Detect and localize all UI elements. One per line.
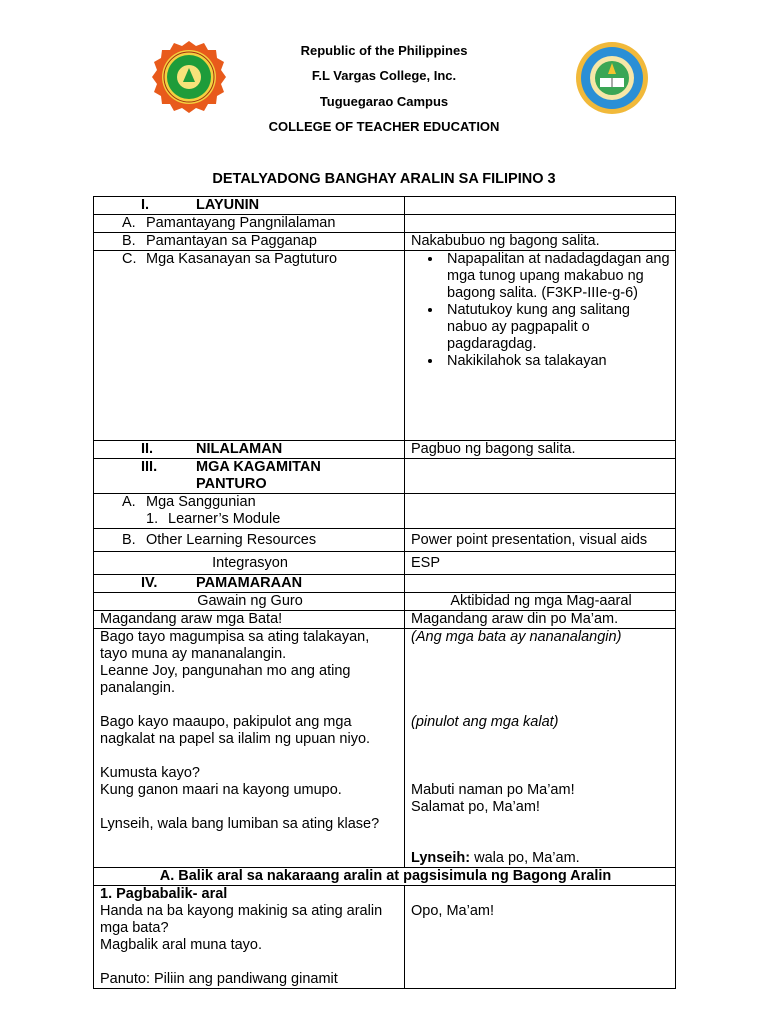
section-number: II. xyxy=(141,441,154,457)
item-letter: C. xyxy=(122,251,137,267)
pamantayan-pagganap-label: Pamantayan sa Pagganap xyxy=(146,233,317,249)
table-row xyxy=(94,593,676,611)
sanggunian-label: Mga Sanggunian xyxy=(146,494,256,510)
teacher-prayer-intro: Bago tayo magumpisa sa ating talakayan, tayo muna ay mananalangin. xyxy=(100,629,370,662)
list-item: • Napapalitan at nadadagdagan ang mga tunog upang makabuo ng bagong salita. (F3KP-IIIe-g-6) xyxy=(443,251,671,302)
student-attendance: Lynseih: wala po, Ma’am. xyxy=(411,850,580,866)
document-header xyxy=(0,0,768,140)
list-item: • Nakikilahok sa talakayan xyxy=(443,353,671,370)
table-row xyxy=(94,494,676,529)
student-review-answer: Opo, Ma’am! xyxy=(411,903,494,919)
section-number: III. xyxy=(141,459,158,475)
integrasyon-value: ESP xyxy=(405,552,676,575)
section-kagamitan-line2: PANTURO xyxy=(196,476,267,492)
item-letter: B. xyxy=(122,233,136,249)
section-pamamaraan: PAMAMARAAN xyxy=(196,575,303,591)
table-row xyxy=(94,197,676,215)
header-department: COLLEGE OF TEACHER EDUCATION xyxy=(268,119,500,134)
item-number: 1. xyxy=(146,511,159,527)
teacher-kumusta: Kumusta kayo? xyxy=(100,765,200,781)
table-row xyxy=(94,868,676,886)
item-letter: A. xyxy=(122,215,136,231)
learners-module-label: Learner’s Module xyxy=(168,511,281,527)
item-letter: A. xyxy=(122,494,136,510)
other-resources-value: Power point presentation, visual aids xyxy=(405,529,676,552)
item-letter: B. xyxy=(122,531,136,548)
table-row xyxy=(94,441,676,459)
teacher-prayer-leader: Leanne Joy, pangunahan mo ang ating panalangin. xyxy=(100,663,351,696)
review-instructions: Panuto: Piliin ang pandiwang ginamit xyxy=(100,971,338,987)
section-layunin: LAYUNIN xyxy=(196,197,260,213)
table-row xyxy=(94,629,676,868)
review-title: 1. Pagbabalik- aral xyxy=(100,886,228,902)
header-college-name: F.L Vargas College, Inc. xyxy=(311,68,457,83)
section-number: I. xyxy=(141,197,150,213)
lesson-plan-table xyxy=(93,196,676,989)
student-greeting: Magandang araw din po Ma’am. xyxy=(405,611,676,629)
section-number: IV. xyxy=(141,575,158,591)
table-row xyxy=(94,552,676,575)
kasanayan-label: Mga Kasanayan sa Pagtuturo xyxy=(146,251,338,267)
review-recall: Magbalik aral muna tayo. xyxy=(100,937,262,953)
table-row xyxy=(94,529,676,552)
table-row xyxy=(94,233,676,251)
table-row xyxy=(94,251,676,441)
table-row xyxy=(94,611,676,629)
teacher-greeting: Magandang araw mga Bata! xyxy=(94,611,405,629)
table-row xyxy=(94,215,676,233)
header-republic: Republic of the Philippines xyxy=(300,43,468,58)
list-item: • Natutukoy kung ang salitang nabuo ay pagpapalit o pagdaragdag. xyxy=(443,302,671,353)
teacher-pick-up: Bago kayo maaupo, pakipulot ang mga nagkalat na papel sa ilalim ng upuan niyo. xyxy=(100,714,371,747)
integrasyon-label: Integrasyon xyxy=(94,552,405,575)
table-row xyxy=(94,886,676,989)
student-thanks: Salamat po, Ma’am! xyxy=(411,799,540,815)
header-campus: Tuguegarao Campus xyxy=(319,94,449,109)
student-prayer: (Ang mga bata ay nananalangin) xyxy=(411,629,622,645)
teacher-sit-down: Kung ganon maari na kayong umupo. xyxy=(100,782,342,798)
review-ready: Handa na ba kayong makinig sa ating aralin mga bata? xyxy=(100,903,383,936)
kasanayan-list xyxy=(411,251,671,370)
table-row xyxy=(94,575,676,593)
other-resources-label: Other Learning Resources xyxy=(146,531,317,548)
nilalaman-value: Pagbuo ng bagong salita. xyxy=(405,441,676,459)
section-nilalaman: NILALAMAN xyxy=(196,441,283,457)
section-kagamitan: MGA KAGAMITAN xyxy=(196,459,321,475)
table-row xyxy=(94,459,676,494)
student-kumusta: Mabuti naman po Ma’am! xyxy=(411,782,575,798)
student-name: Lynseih: xyxy=(411,850,471,866)
column-header-mag-aaral: Aktibidad ng mga Mag-aaral xyxy=(405,593,676,611)
section-balik-aral: A. Balik aral sa nakaraang aralin at pagsisimula ng Bagong Aralin xyxy=(94,868,676,886)
pamantayang-pangnilalaman-label: Pamantayang Pangnilalaman xyxy=(146,215,336,231)
student-pick-up: (pinulot ang mga kalat) xyxy=(411,714,559,730)
column-header-guro: Gawain ng Guro xyxy=(94,593,405,611)
page-title: DETALYADONG BANGHAY ARALIN SA FILIPINO 3 xyxy=(212,171,556,187)
teacher-attendance: Lynseih, wala bang lumiban sa ating klase? xyxy=(100,816,380,832)
pamantayan-pagganap-value: Nakabubuo ng bagong salita. xyxy=(405,233,676,251)
